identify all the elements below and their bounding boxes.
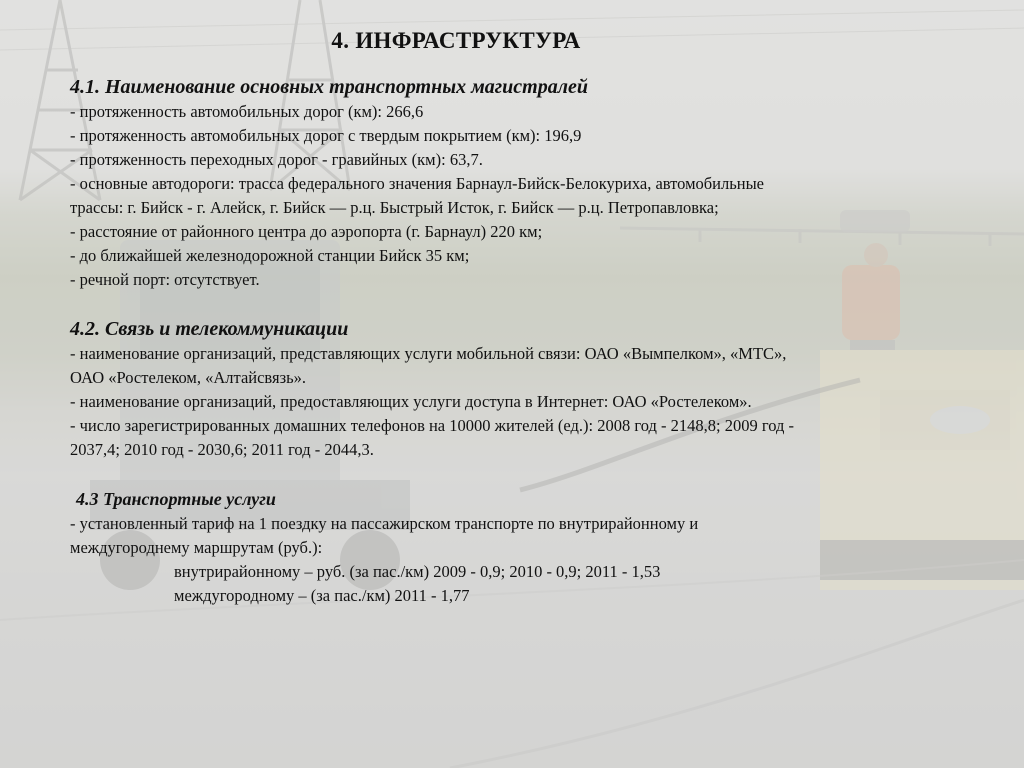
spacer <box>70 462 970 486</box>
text-line: - наименование организаций, представляющих услуги мобильной связи: ОАО «Вымпелком», «МТС», <box>70 344 787 363</box>
section-heading-transport: 4.1. Наименование основных транспортных магистралей <box>70 76 588 98</box>
text-line: - протяженность переходных дорог - гравийных (км): 63,7. <box>70 150 483 169</box>
text-line: ОАО «Ростелеком, «Алтайсвязь». <box>70 368 306 387</box>
section-heading-telecom: 4.2. Связь и телекоммуникации <box>70 318 349 340</box>
text-line: междугороднему маршрутам (руб.): <box>70 538 323 557</box>
text-line: - установленный тариф на 1 поездку на пассажирском транспорте по внутрирайонному и <box>70 514 699 533</box>
text-line: - протяженность автомобильных дорог (км): 266,6 <box>70 102 424 121</box>
tariff-line-intradistrict: внутрирайонному – руб. (за пас./км) 2009 - 0,9; 2010 - 0,9; 2011 - 1,53 <box>174 562 661 581</box>
slide-title: 4. ИНФРАСТРУКТУРА <box>331 28 581 53</box>
text-line: 2037,4; 2010 год - 2030,6; 2011 год - 2044,3. <box>70 440 374 459</box>
text-line: трассы: г. Бийск - г. Алейск, г. Бийск — р.ц. Быстрый Исток, г. Бийск — р.ц. Петропавловка; <box>70 198 719 217</box>
text-line: - основные автодороги: трасса федерального значения Барнаул-Бийск-Белокуриха, автомобильные <box>70 174 764 193</box>
section-heading-transport-services: 4.3 Транспортные услуги <box>76 489 276 509</box>
text-line: - до ближайшей железнодорожной станции Бийск 35 км; <box>70 246 470 265</box>
slide-body <box>70 74 970 608</box>
text-line: - наименование организаций, предоставляющих услуги доступа в Интернет: ОАО «Ростелеком». <box>70 392 752 411</box>
text-line: - расстояние от районного центра до аэропорта (г. Барнаул) 220 км; <box>70 222 543 241</box>
tariff-line-intercity: междугородному – (за пас./км) 2011 - 1,77 <box>174 586 470 605</box>
text-line: - протяженность автомобильных дорог с твердым покрытием (км): 196,9 <box>70 126 582 145</box>
text-line: - число зарегистрированных домашних телефонов на 10000 жителей (ед.): 2008 год - 2148,8; 2009 год - <box>70 416 794 435</box>
spacer <box>70 292 970 316</box>
text-line: - речной порт: отсутствует. <box>70 270 260 289</box>
